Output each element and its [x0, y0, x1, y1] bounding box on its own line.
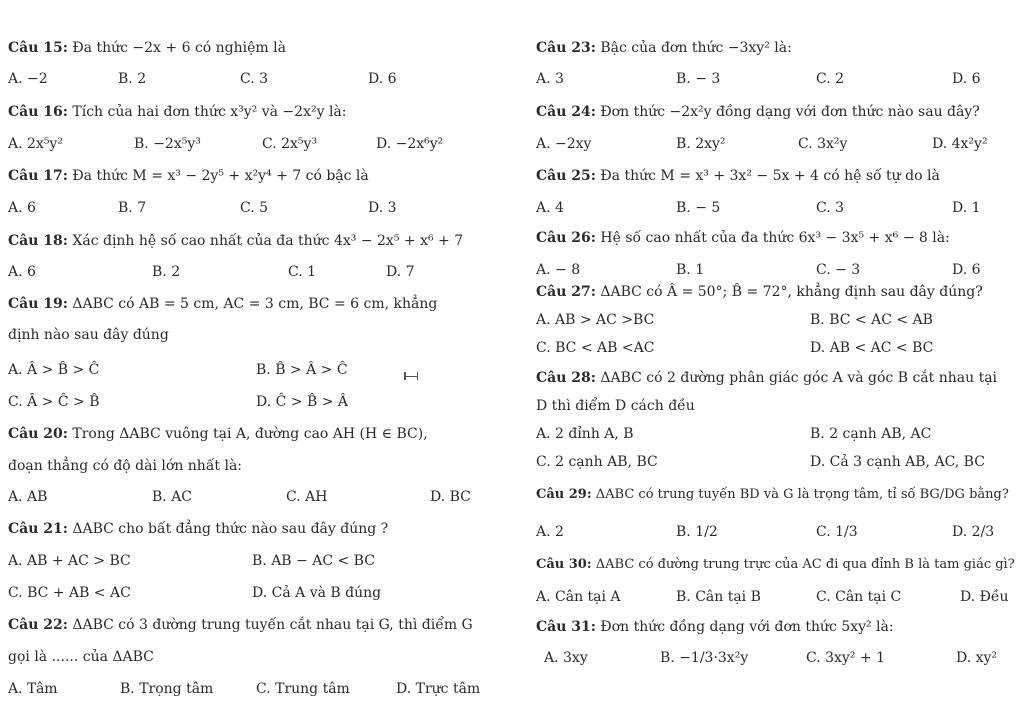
question-text: Tích của hai đơn thức x³y² và −2x²y là: — [72, 104, 347, 120]
question-25 — [536, 168, 940, 184]
question-text: Hệ số cao nhất của đa thức 6x³ − 3x⁵ + x⁶ − 8 là: — [600, 230, 950, 246]
option-a: A. Tâm — [8, 681, 58, 697]
question-text: Đơn thức đồng dạng với đơn thức 5xy² là: — [600, 619, 894, 635]
option-d: D. Đều — [960, 589, 1009, 605]
question-15 — [8, 40, 286, 56]
option-d: D. xy² — [956, 650, 998, 666]
option-a: A. AB + AC > BC — [8, 553, 131, 569]
option-c: C. BC + AB < AC — [8, 585, 131, 601]
option-a: A. 6 — [8, 200, 36, 216]
question-label: Câu 18: — [8, 233, 68, 249]
option-c: C. Trung tâm — [256, 681, 350, 697]
option-d: D. Cả A và B đúng — [252, 585, 382, 601]
option-c: C. Â > Ĉ > B̂ — [8, 394, 100, 410]
question-16 — [8, 104, 346, 120]
option-a: A. 3 — [536, 71, 564, 87]
question-18 — [8, 233, 463, 249]
option-a: A. − 8 — [536, 262, 581, 278]
option-a: A. 2 đỉnh A, B — [536, 426, 634, 442]
question-label: Câu 31: — [536, 619, 596, 635]
option-a: A. Â > B̂ > Ĉ — [8, 362, 100, 378]
option-b: B. Cân tại B — [676, 589, 761, 605]
option-a: A. 2 — [536, 524, 564, 540]
question-text: ΔABC cho bất đẳng thức nào sau đây đúng ? — [72, 521, 389, 537]
option-c: C. 2 — [816, 71, 845, 87]
question-20-continued: đoạn thẳng có độ dài lớn nhất là: — [8, 458, 243, 474]
question-label: Câu 28: — [536, 370, 596, 386]
option-b: B. AC — [152, 489, 193, 505]
question-29 — [536, 487, 1009, 502]
question-label: Câu 29: — [536, 487, 592, 502]
question-text: Đa thức −2x + 6 có nghiệm là — [72, 40, 286, 56]
question-text: Bậc của đơn thức −3xy² là: — [600, 40, 792, 56]
option-a: A. Cân tại A — [536, 589, 621, 605]
question-22-continued: gọi là ...... của ΔABC — [8, 649, 154, 665]
option-b: B. 7 — [118, 200, 147, 216]
question-label: Câu 22: — [8, 617, 68, 633]
option-b: B. BC < AC < AB — [810, 312, 933, 328]
option-b: B. 2 cạnh AB, AC — [810, 426, 932, 442]
question-28-continued: D thì điểm D cách đều — [536, 398, 695, 414]
option-c: C. AH — [286, 489, 328, 505]
option-a: A. AB > AC >BC — [536, 312, 655, 328]
option-a: A. −2xy — [536, 136, 592, 152]
option-d: D. BC — [430, 489, 471, 505]
option-c: C. 3 — [816, 200, 845, 216]
option-a: A. 2x⁵y² — [8, 136, 63, 152]
option-a: A. 6 — [8, 264, 36, 280]
option-c: C. 1/3 — [816, 524, 858, 540]
option-b: B. −2x⁵y³ — [134, 136, 201, 152]
question-31 — [536, 619, 894, 635]
question-text: ΔABC có trung tuyến BD và G là trọng tâm, tỉ số BG/DG bằng? — [595, 487, 1009, 502]
question-text: ΔABC có 3 đường trung tuyến cắt nhau tại G, thì điểm G — [72, 617, 473, 633]
question-label: Câu 26: — [536, 230, 596, 246]
option-d: D. Trực tâm — [396, 681, 481, 697]
question-text: ΔABC có Â = 50°; B̂ = 72°, khẳng định sau đây đúng? — [600, 284, 983, 300]
question-text: ΔABC có 2 đường phân giác góc A và góc B cắt nhau tại — [600, 370, 998, 386]
question-19-continued: định nào sau đây đúng — [8, 327, 169, 343]
question-label: Câu 15: — [8, 40, 68, 56]
option-d: D. 4x²y² — [932, 136, 988, 152]
option-b: B. − 3 — [676, 71, 721, 87]
question-label: Câu 16: — [8, 104, 68, 120]
option-c: C. 1 — [288, 264, 317, 280]
question-22 — [8, 617, 473, 633]
question-30 — [536, 557, 1015, 572]
option-a: A. AB — [8, 489, 48, 505]
right-column — [520, 0, 1020, 728]
option-d: D. 7 — [386, 264, 415, 280]
option-b: B. 2 — [118, 71, 147, 87]
option-a: A. 3xy — [544, 650, 588, 666]
option-b: B. B̂ > Â > Ĉ — [256, 362, 348, 378]
question-17 — [8, 168, 369, 184]
left-column — [0, 0, 500, 728]
option-c: C. 2 cạnh AB, BC — [536, 454, 658, 470]
question-20 — [8, 426, 428, 442]
option-d: D. Ĉ > B̂ > Â — [256, 394, 348, 410]
question-23 — [536, 40, 792, 56]
option-c: C. Cân tại C — [816, 589, 902, 605]
option-c: C. 5 — [240, 200, 269, 216]
question-28 — [536, 370, 997, 386]
text-cursor-icon — [404, 366, 418, 377]
question-label: Câu 20: — [8, 426, 68, 442]
question-label: Câu 25: — [536, 168, 596, 184]
question-19 — [8, 296, 437, 312]
option-c: C. 3xy² + 1 — [806, 650, 885, 666]
question-24 — [536, 104, 980, 120]
option-b: B. −1/3·3x²y — [660, 650, 749, 666]
option-b: B. 1/2 — [676, 524, 718, 540]
option-b: B. AB − AC < BC — [252, 553, 375, 569]
question-label: Câu 17: — [8, 168, 68, 184]
option-d: D. 6 — [952, 262, 981, 278]
question-21 — [8, 521, 388, 537]
option-c: C. 2x⁵y³ — [262, 136, 318, 152]
question-text: ΔABC có AB = 5 cm, AC = 3 cm, BC = 6 cm, khẳng — [72, 296, 438, 312]
option-b: B. − 5 — [676, 200, 721, 216]
option-c: C. 3 — [240, 71, 269, 87]
option-d: D. 2/3 — [952, 524, 995, 540]
question-text: Đơn thức −2x²y đồng dạng với đơn thức nào sau đây? — [600, 104, 980, 120]
question-label: Câu 30: — [536, 557, 592, 572]
option-a: A. −2 — [8, 71, 48, 87]
option-b: B. 1 — [676, 262, 705, 278]
question-text: Đa thức M = x³ − 2y⁵ + x²y⁴ + 7 có bậc là — [72, 168, 369, 184]
question-label: Câu 21: — [8, 521, 68, 537]
question-text: Đa thức M = x³ + 3x² − 5x + 4 có hệ số tự do là — [600, 168, 940, 184]
question-27 — [536, 284, 983, 300]
option-c: C. 3x²y — [798, 136, 848, 152]
option-d: D. 6 — [952, 71, 981, 87]
option-b: B. Trọng tâm — [120, 681, 214, 697]
option-d: D. 3 — [368, 200, 397, 216]
option-c: C. BC < AB <AC — [536, 340, 655, 356]
option-d: D. 1 — [952, 200, 981, 216]
option-b: B. 2xy² — [676, 136, 726, 152]
question-text: ΔABC có đường trung trực của AC đi qua đỉnh B là tam giác gì? — [595, 557, 1015, 572]
question-label: Câu 27: — [536, 284, 596, 300]
option-d: D. 6 — [368, 71, 397, 87]
question-label: Câu 24: — [536, 104, 596, 120]
question-text: Trong ΔABC vuông tại A, đường cao AH (H ∈ BC), — [72, 426, 428, 442]
option-c: C. − 3 — [816, 262, 861, 278]
option-b: B. 2 — [152, 264, 181, 280]
option-d: D. AB < AC < BC — [810, 340, 934, 356]
option-d: D. Cả 3 cạnh AB, AC, BC — [810, 454, 985, 470]
option-a: A. 4 — [536, 200, 564, 216]
option-d: D. −2x⁶y² — [376, 136, 444, 152]
question-26 — [536, 230, 950, 246]
question-label: Câu 23: — [536, 40, 596, 56]
question-label: Câu 19: — [8, 296, 68, 312]
question-text: Xác định hệ số cao nhất của đa thức 4x³ − 2x⁵ + x⁶ + 7 — [72, 233, 464, 249]
